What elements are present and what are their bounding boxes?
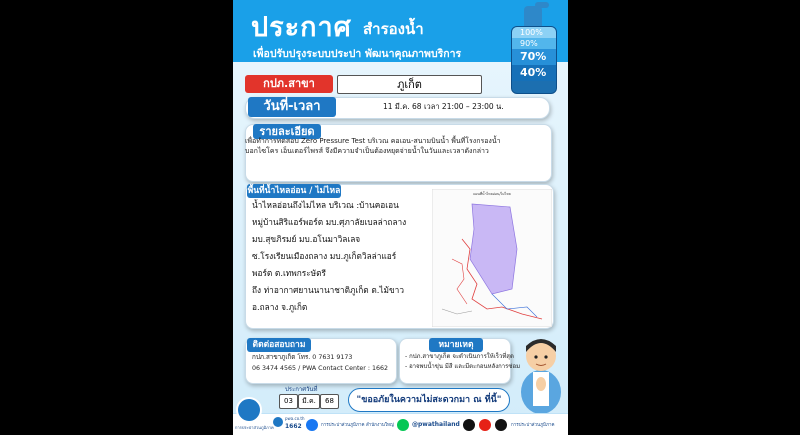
tiktok-icon[interactable] bbox=[495, 419, 507, 431]
facebook-icon[interactable] bbox=[306, 419, 318, 431]
map-title: แผนที่น้ำไหลอ่อน/ไม่ไหล bbox=[473, 192, 511, 196]
announce-date-month: มี.ค. bbox=[298, 394, 320, 409]
affected-area-map bbox=[432, 189, 552, 327]
area-line: มบ.สุขภิรมย์ มบ.อโนมาวิลเลจ bbox=[252, 234, 361, 244]
remark-line: - อาจพบน้ำขุ่น มีสี และมีตะกอนหลังการซ่อม bbox=[405, 363, 521, 370]
tank-level-100: 100% bbox=[512, 27, 556, 38]
area-line: อ.ถลาง จ.ภูเก็ต bbox=[252, 302, 308, 312]
remark-label: หมายเหตุ bbox=[429, 338, 483, 352]
contact-line: กปภ.สาขาภูเก็ต โทร. 0 7631 9173 bbox=[252, 354, 353, 361]
area-line: น้ำไหลอ่อนถึงไม่ไหล บริเวณ :บ้านคอเอน bbox=[252, 200, 399, 210]
line-icon[interactable] bbox=[397, 419, 409, 431]
footer-web: pwa.co.th bbox=[285, 416, 305, 421]
mascot-icon bbox=[515, 332, 567, 414]
details-line: เพื่อทำการทดสอบ Zero Pressure Test บริเวณ คอเอน-สนามบินน้ำ พื้นที่โรงกรองน้ำ bbox=[245, 137, 501, 145]
area-line: ซ.โรงเรียนเมืองถลาง มบ.ภูเก็ตวิลล่าแอร์ bbox=[252, 251, 397, 261]
area-text bbox=[252, 197, 422, 316]
footer-line: @pwathailand bbox=[412, 421, 460, 428]
footer-facebook: การประปาส่วนภูมิภาค สำนักงานใหญ่ bbox=[321, 423, 394, 428]
announce-date-label: ประกาศวันที่ bbox=[285, 386, 318, 393]
remark-text bbox=[405, 352, 521, 372]
water-tap-icon bbox=[524, 6, 542, 26]
footer-hotline: 1662 bbox=[285, 423, 302, 430]
details-label: รายละเอียด bbox=[253, 124, 321, 139]
branch-label: กปภ.สาขา bbox=[245, 75, 333, 93]
datetime-value: 11 มี.ค. 68 เวลา 21:00 – 23:00 น. bbox=[383, 102, 504, 111]
area-line: หมู่บ้านสิริแอร์พอร์ต มบ.ศุภาลัยเบลล่าถลาง bbox=[252, 217, 407, 227]
contact-label: ติดต่อสอบถาม bbox=[247, 338, 311, 352]
contact-line: 06 3474 4565 / PWA Contact Center : 1662 bbox=[252, 365, 389, 372]
contact-text bbox=[252, 352, 387, 374]
youtube-icon[interactable] bbox=[479, 419, 491, 431]
details-text bbox=[245, 136, 555, 156]
datetime-label: วันที่-เวลา bbox=[248, 97, 336, 117]
area-line: พอร์ต ต.เทพกระษัตรี bbox=[252, 268, 326, 278]
water-tank-icon bbox=[511, 26, 557, 94]
area-line: ถึง ท่าอากาศยานนานาชาติภูเก็ต ต.ไม้ขาว bbox=[252, 285, 404, 295]
tank-level-70: 70% bbox=[512, 49, 556, 65]
remark-line: - กปภ.สาขาภูเก็ต จะดำเนินการให้เร็วที่สุด bbox=[405, 353, 514, 360]
subtitle: เพื่อปรับปรุงระบบประปา พัฒนาคุณภาพบริการ bbox=[253, 48, 462, 60]
tank-level-40: 40% bbox=[512, 65, 556, 81]
tank-level-90: 90% bbox=[512, 38, 556, 49]
announce-date-day: 03 bbox=[279, 394, 298, 409]
announce-date-year: 68 bbox=[320, 394, 339, 409]
pwa-logo-icon bbox=[236, 397, 262, 423]
announcement-poster bbox=[233, 0, 568, 435]
details-line: บอกไซโคร เอ็นเตอร์ไพรส์ จึงมีความจำเป็นต้องหยุดจ่ายน้ำในวันและเวลาดังกล่าว bbox=[245, 147, 489, 155]
footer-social: การประปาส่วนภูมิภาค bbox=[511, 423, 555, 428]
area-label: พื้นที่น้ำไหลอ่อน / ไม่ไหล bbox=[247, 186, 341, 196]
x-icon[interactable] bbox=[463, 419, 475, 431]
title-main: ประกาศ bbox=[251, 12, 352, 43]
phone-icon bbox=[273, 417, 283, 427]
title-sub: สำรองน้ำ bbox=[363, 20, 424, 38]
branch-value: ภูเก็ต bbox=[337, 75, 482, 94]
footer-org: การประปาส่วนภูมิภาค bbox=[235, 425, 274, 430]
apology-banner: "ขออภัยในความไม่สะดวกมา ณ ที่นี้" bbox=[348, 388, 510, 412]
footer-bar bbox=[233, 413, 568, 435]
